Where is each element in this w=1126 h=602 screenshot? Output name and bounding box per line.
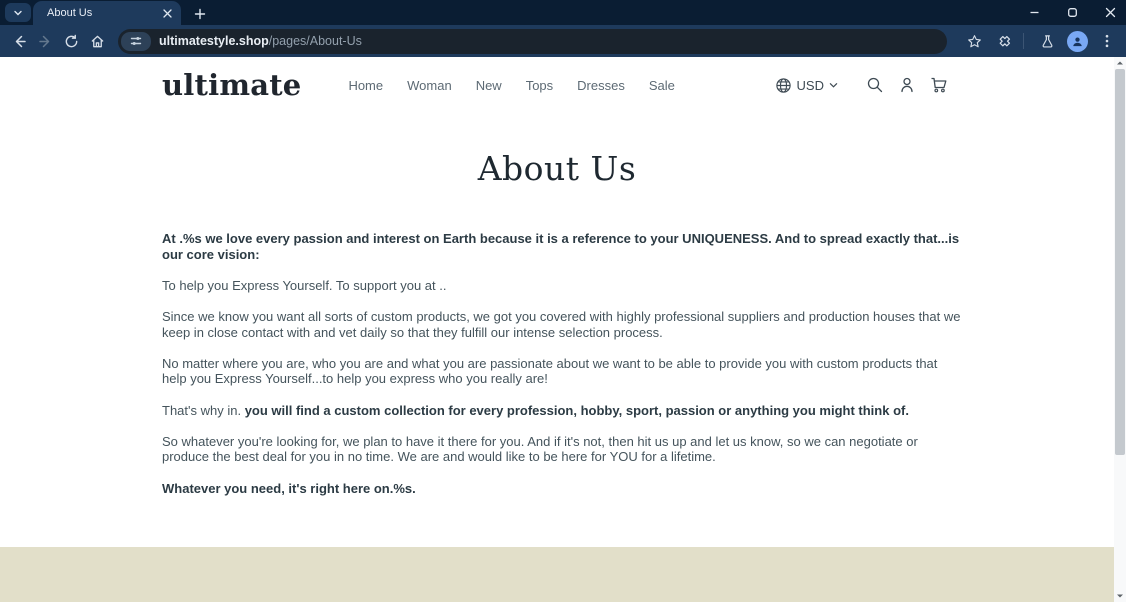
site-info-icon[interactable]: [121, 32, 151, 51]
window-minimize-button[interactable]: [1026, 5, 1042, 21]
nav-item-tops[interactable]: Tops: [525, 77, 554, 93]
url-domain: ultimatestyle.shop: [159, 34, 269, 48]
tab-search-button[interactable]: [5, 3, 31, 22]
paragraph-suppliers: Since we know you want all sorts of custom products, we got you covered with highly professional suppliers and production houses that we keep in close contact with and vet daily so that they fulfill our intense selection process.: [162, 308, 961, 340]
tab-close-icon[interactable]: [159, 5, 175, 21]
scrollbar-down-arrow[interactable]: [1114, 590, 1126, 602]
paragraph-collection-lead: That's why in.: [162, 402, 245, 418]
search-icon[interactable]: [860, 70, 890, 100]
paragraph-deal: So whatever you're looking for, we plan to have it there for you. And if it's not, then hit us up and let us know, so we can negotiate or produce the best deal for you in no time. We are and would like to be here for YOU for a lifetime.: [162, 433, 918, 465]
reload-button[interactable]: [58, 28, 84, 54]
window-close-button[interactable]: [1102, 5, 1118, 21]
browser-toolbar: [0, 25, 1126, 57]
home-button[interactable]: [84, 28, 110, 54]
window-controls: [1026, 0, 1118, 25]
address-bar[interactable]: [118, 29, 947, 54]
scrollbar-thumb[interactable]: [1115, 69, 1125, 455]
globe-icon: [775, 77, 792, 94]
back-button[interactable]: [6, 28, 32, 54]
page-scrollbar[interactable]: [1114, 57, 1126, 602]
extensions-icon[interactable]: [991, 28, 1017, 54]
site-logo[interactable]: ultimate: [162, 68, 302, 102]
browser-tab-about-us[interactable]: [33, 1, 181, 25]
paragraph-express: To help you Express Yourself. To support you at ..: [162, 277, 447, 293]
forward-button[interactable]: [32, 28, 58, 54]
site-footer: [0, 547, 1114, 602]
window-maximize-button[interactable]: [1064, 5, 1080, 21]
paragraph-no-matter: No matter where you are, who you are and what you are passionate about we want to be able to provide you with custom products that help you Express Yourself...to help you express who you really are!: [162, 355, 938, 387]
nav-item-dresses[interactable]: Dresses: [577, 77, 625, 93]
labs-flask-icon[interactable]: [1034, 28, 1060, 54]
nav-item-new[interactable]: New: [475, 77, 502, 93]
tab-title: About Us: [47, 7, 93, 19]
paragraph-collection-bold: you will find a custom collection for every profession, hobby, sport, passion or anything you might think of.: [244, 402, 909, 418]
site-header: [0, 57, 1114, 113]
menu-dots-icon[interactable]: [1094, 28, 1120, 54]
header-actions: [775, 70, 954, 100]
new-tab-button[interactable]: [190, 4, 210, 24]
cart-icon[interactable]: [924, 70, 954, 100]
bookmark-star-icon[interactable]: [961, 28, 987, 54]
page-title: About Us: [477, 149, 637, 188]
avatar-person-icon: [1067, 31, 1088, 52]
chevron-down-icon: [829, 81, 838, 90]
nav-item-home[interactable]: Home: [348, 77, 384, 93]
currency-selector[interactable]: [775, 77, 838, 94]
currency-code: USD: [796, 77, 824, 93]
url-text: [159, 34, 362, 48]
paragraph-collection: [162, 403, 962, 419]
tab-bar: [0, 0, 1126, 25]
browser-chrome: [0, 0, 1126, 57]
about-content: [162, 231, 962, 496]
paragraph-closing: Whatever you need, it's right here on.%s.: [162, 480, 416, 496]
chevron-down-icon: [13, 8, 23, 18]
main-navigation: [336, 72, 686, 99]
nav-item-woman[interactable]: Woman: [407, 77, 452, 93]
url-path: /pages/About-Us: [268, 34, 362, 48]
page-viewport: [0, 57, 1114, 602]
paragraph-vision: At .%s we love every passion and interest on Earth because it is a reference to your UNIQUENESS. And to spread exactly that...is our core vision:: [162, 231, 960, 262]
nav-item-sale[interactable]: Sale: [648, 77, 675, 93]
toolbar-separator: [1023, 33, 1024, 49]
account-icon[interactable]: [892, 70, 922, 100]
profile-avatar[interactable]: [1064, 28, 1090, 54]
scrollbar-up-arrow[interactable]: [1114, 57, 1126, 69]
